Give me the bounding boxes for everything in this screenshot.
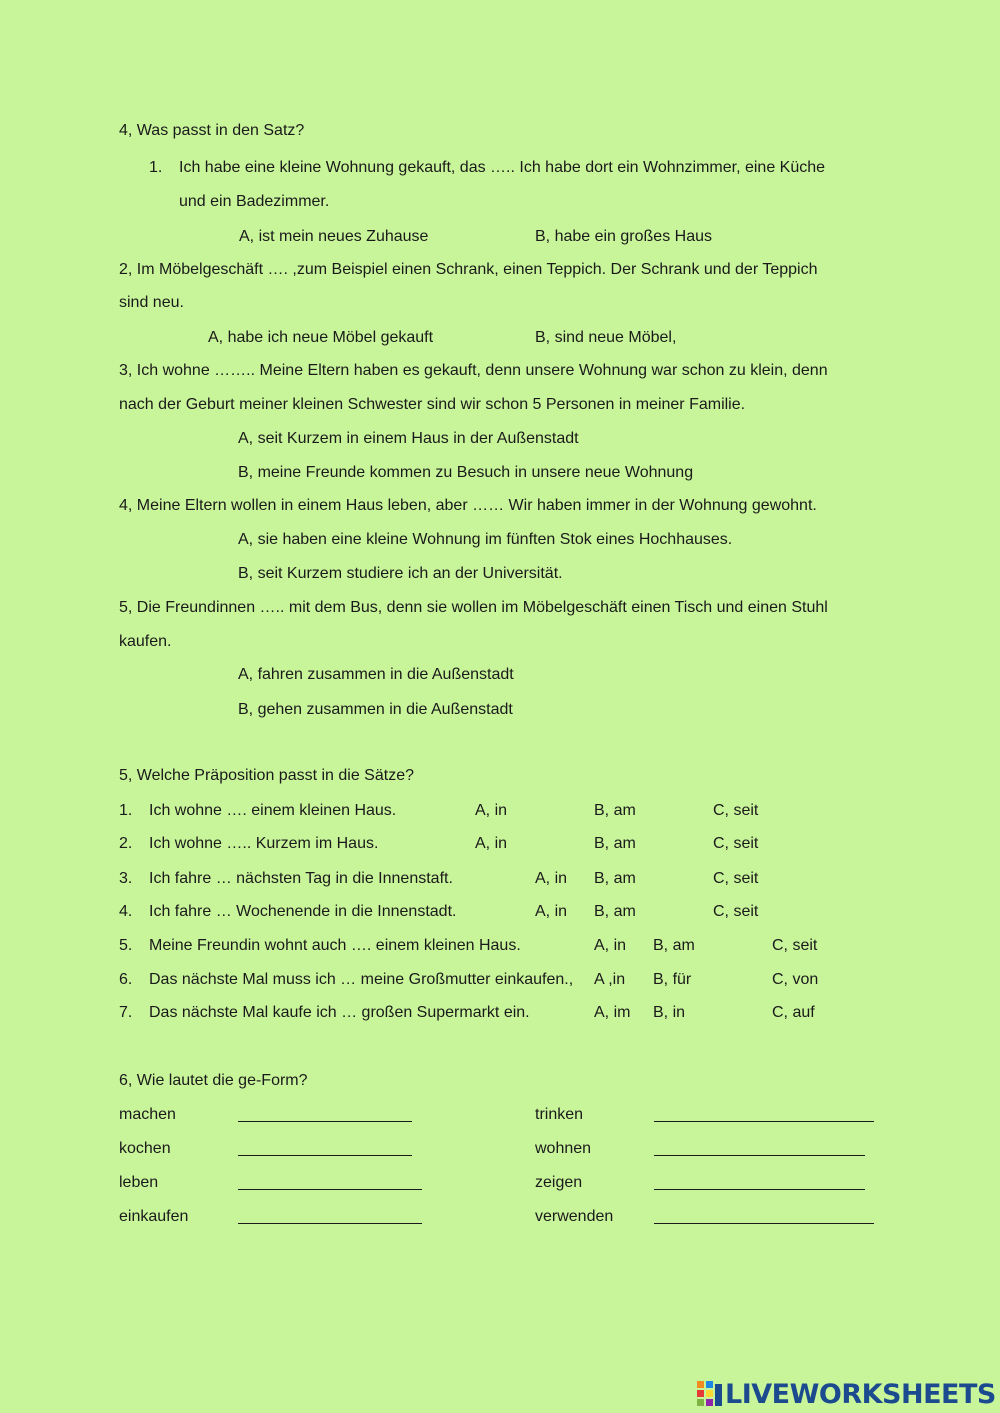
question-text: sind neu. [119, 294, 184, 311]
option-c[interactable]: C, seit [713, 870, 759, 887]
option-c[interactable]: C, seit [772, 937, 818, 954]
option-c[interactable]: C, von [772, 971, 819, 988]
option-b[interactable]: B, am [594, 802, 636, 819]
question-text: 5, Die Freundinnen ….. mit dem Bus, denn sie wollen im Möbelgeschäft einen Tisch und einen Stuhl [119, 599, 828, 616]
question-text: nach der Geburt meiner kleinen Schwester sind wir schon 5 Personen in meiner Familie. [119, 396, 746, 413]
section-5-title: 5, Welche Präposition passt in die Sätze? [119, 767, 414, 784]
question-text: 2, Im Möbelgeschäft …. ,zum Beispiel einen Schrank, einen Teppich. Der Schrank und der Teppich [119, 261, 818, 278]
row-number: 3. [119, 870, 133, 887]
option-b[interactable]: B, sind neue Möbel, [535, 329, 677, 346]
row-text: Ich fahre … nächsten Tag in die Innenstaft. [149, 870, 453, 887]
option-c[interactable]: C, seit [713, 903, 759, 920]
option-a[interactable]: A, habe ich neue Möbel gekauft [208, 329, 434, 346]
row-text: Ich wohne …. einem kleinen Haus. [149, 802, 397, 819]
row-text: Ich fahre … Wochenende in die Innenstadt. [149, 903, 457, 920]
option-a[interactable]: A, ist mein neues Zuhause [239, 228, 429, 245]
row-number: 1. [119, 802, 133, 819]
section-4-title: 4, Was passt in den Satz? [119, 122, 305, 139]
answer-blank[interactable] [654, 1223, 874, 1224]
row-text: Ich wohne ….. Kurzem im Haus. [149, 835, 379, 852]
verb-label: verwenden [535, 1208, 614, 1225]
option-a[interactable]: A ,in [594, 971, 626, 988]
liveworksheets-logo-icon [697, 1381, 723, 1407]
answer-blank[interactable] [654, 1189, 865, 1190]
verb-label: einkaufen [119, 1208, 189, 1225]
liveworksheets-brand: LIVEWORKSHEETS [725, 1378, 996, 1410]
option-b[interactable]: B, am [594, 870, 636, 887]
verb-label: leben [119, 1174, 159, 1191]
option-c[interactable]: C, seit [713, 835, 759, 852]
option-b[interactable]: B, meine Freunde kommen zu Besuch in unsere neue Wohnung [238, 464, 694, 481]
option-a[interactable]: A, in [594, 937, 627, 954]
section-6-title: 6, Wie lautet die ge-Form? [119, 1072, 308, 1089]
verb-label: wohnen [535, 1140, 592, 1157]
row-text: Meine Freundin wohnt auch …. einem kleinen Haus. [149, 937, 521, 954]
answer-blank[interactable] [238, 1223, 422, 1224]
option-a[interactable]: A, sie haben eine kleine Wohnung im fünften Stok eines Hochhauses. [238, 531, 733, 548]
row-number: 5. [119, 937, 133, 954]
answer-blank[interactable] [654, 1155, 865, 1156]
option-a[interactable]: A, in [475, 802, 508, 819]
option-a[interactable]: A, fahren zusammen in die Außenstadt [238, 666, 514, 683]
question-text: Ich habe eine kleine Wohnung gekauft, das ….. Ich habe dort ein Wohnzimmer, eine Küche [179, 159, 826, 176]
answer-blank[interactable] [238, 1189, 422, 1190]
option-b[interactable]: B, am [594, 835, 636, 852]
verb-label: kochen [119, 1140, 171, 1157]
option-a[interactable]: A, seit Kurzem in einem Haus in der Außenstadt [238, 430, 579, 447]
option-a[interactable]: A, im [594, 1004, 631, 1021]
liveworksheets-logo[interactable] [697, 1378, 996, 1410]
option-a[interactable]: A, in [535, 903, 568, 920]
option-c[interactable]: C, auf [772, 1004, 815, 1021]
verb-label: machen [119, 1106, 176, 1123]
question-text: und ein Badezimmer. [179, 193, 330, 210]
question-text: 3, Ich wohne …….. Meine Eltern haben es gekauft, denn unsere Wohnung war schon zu klein, denn [119, 362, 828, 379]
option-b[interactable]: B, am [594, 903, 636, 920]
row-number: 7. [119, 1004, 133, 1021]
answer-blank[interactable] [238, 1121, 412, 1122]
row-text: Das nächste Mal muss ich … meine Großmutter einkaufen., [149, 971, 574, 988]
option-b[interactable]: B, gehen zusammen in die Außenstadt [238, 701, 513, 718]
verb-label: trinken [535, 1106, 584, 1123]
option-b[interactable]: B, seit Kurzem studiere ich an der Universität. [238, 565, 563, 582]
question-number: 1. [149, 159, 163, 176]
row-number: 4. [119, 903, 133, 920]
option-b[interactable]: B, am [653, 937, 695, 954]
row-number: 6. [119, 971, 133, 988]
row-number: 2. [119, 835, 133, 852]
question-text: kaufen. [119, 633, 172, 650]
option-b[interactable]: B, habe ein großes Haus [535, 228, 712, 245]
verb-label: zeigen [535, 1174, 583, 1191]
option-c[interactable]: C, seit [713, 802, 759, 819]
row-text: Das nächste Mal kaufe ich … großen Supermarkt ein. [149, 1004, 530, 1021]
question-text: 4, Meine Eltern wollen in einem Haus leben, aber …… Wir haben immer in der Wohnung gewohnt. [119, 497, 817, 514]
option-b[interactable]: B, in [653, 1004, 686, 1021]
option-b[interactable]: B, für [653, 971, 692, 988]
answer-blank[interactable] [238, 1155, 412, 1156]
option-a[interactable]: A, in [475, 835, 508, 852]
option-a[interactable]: A, in [535, 870, 568, 887]
answer-blank[interactable] [654, 1121, 874, 1122]
